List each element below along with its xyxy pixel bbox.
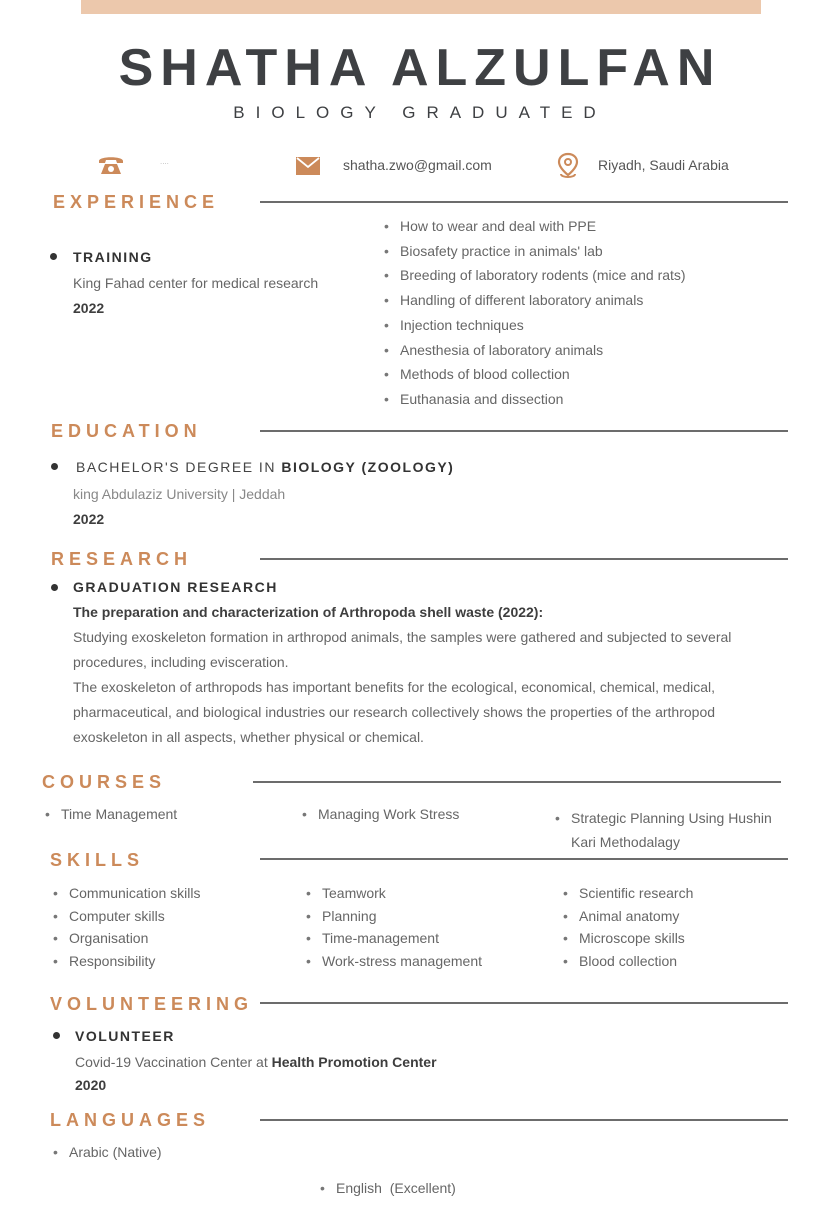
person-name: SHATHA ALZULFAN — [118, 39, 722, 97]
skill-item: • Work-stress management — [306, 950, 482, 973]
skill-item: • Planning — [306, 905, 482, 928]
education-heading: EDUCATION — [51, 421, 202, 441]
courses-divider — [253, 781, 781, 783]
skill-item: • Responsibility — [53, 950, 200, 973]
skill-item: • Scientific research — [563, 882, 693, 905]
volunteer-title: VOLUNTEER — [75, 1028, 175, 1044]
list-item: • Euthanasia and dissection — [384, 387, 686, 412]
skills-list-1 — [53, 882, 200, 973]
skill-item: • Computer skills — [53, 905, 200, 928]
research-title: GRADUATION RESEARCH — [73, 579, 278, 595]
list-item: • How to wear and deal with PPE — [384, 214, 686, 239]
training-year: 2022 — [73, 300, 105, 316]
languages-heading: LANGUAGES — [50, 1110, 211, 1130]
top-accent-bar — [81, 0, 761, 14]
skills-divider — [260, 858, 788, 860]
research-paragraph-2: The exoskeleton of arthropods has important benefits for the ecological, economical, chemical, medical, pharmaceutical, and biological industries our research collectively shows the properties of the arthropod exoskeleton in all aspects, whether physical or chemical. — [73, 679, 716, 745]
job-title: BIOLOGY GRADUATED — [233, 103, 607, 122]
volunteer-place — [75, 1054, 437, 1070]
research-paper-title: The preparation and characterization of Arthropoda shell waste (2022): — [73, 604, 544, 620]
degree-title — [76, 459, 454, 475]
course-item: • Strategic Planning Using Hushin Kari Methodalagy — [555, 806, 795, 854]
research-heading: RESEARCH — [51, 549, 193, 569]
phone-number: .... — [160, 157, 169, 166]
list-item: • Biosafety practice in animals' lab — [384, 239, 686, 264]
location: Riyadh, Saudi Arabia — [598, 157, 729, 173]
course-item: • Managing Work Stress — [302, 806, 459, 822]
courses-list-1 — [45, 806, 177, 822]
skill-item: • Organisation — [53, 927, 200, 950]
languages-divider — [260, 1119, 788, 1121]
location-pin-icon — [556, 152, 580, 180]
courses-list-3 — [555, 806, 795, 854]
phone-icon — [96, 152, 126, 178]
list-item: • Injection techniques — [384, 313, 686, 338]
skill-item: • Microscope skills — [563, 927, 693, 950]
skill-item: • Communication skills — [53, 882, 200, 905]
skills-heading: SKILLS — [50, 850, 145, 870]
training-organization: King Fahad center for medical research — [73, 275, 319, 291]
entry-bullet — [51, 463, 58, 470]
entry-bullet — [50, 253, 57, 260]
experience-divider — [260, 201, 788, 203]
volunteering-divider — [260, 1002, 788, 1004]
degree-prefix: BACHELOR'S DEGREE IN — [76, 459, 282, 475]
skill-item: • Blood collection — [563, 950, 693, 973]
research-paragraph-1: Studying exoskeleton formation in arthropod animals, the samples were gathered and subjected to several procedures, including evisceration. — [73, 629, 732, 670]
skill-item: • Teamwork — [306, 882, 482, 905]
course-item: • Time Management — [45, 806, 177, 822]
training-title: TRAINING — [73, 249, 153, 265]
volunteer-year: 2020 — [75, 1077, 107, 1093]
list-item: • Methods of blood collection — [384, 362, 686, 387]
volunteer-place-prefix: Covid-19 Vaccination Center at — [75, 1054, 272, 1070]
languages-list-2 — [320, 1144, 456, 1214]
experience-heading: EXPERIENCE — [53, 192, 220, 212]
skill-item: • Time-management — [306, 927, 482, 950]
research-divider — [260, 558, 788, 560]
training-topics-list — [384, 214, 686, 412]
research-description — [73, 600, 763, 750]
languages-list-1 — [53, 1144, 162, 1160]
skills-list-3 — [563, 882, 693, 973]
volunteering-heading: VOLUNTEERING — [50, 994, 254, 1014]
skills-list-2 — [306, 882, 482, 973]
language-item: • Arabic (Native) — [53, 1144, 162, 1160]
degree-field: BIOLOGY (ZOOLOGY) — [281, 459, 455, 475]
email-address[interactable]: shatha.zwo@gmail.com — [343, 157, 492, 173]
entry-bullet — [53, 1032, 60, 1039]
language-item: • English (Excellent) — [320, 1180, 456, 1196]
university: king Abdulaziz University | Jeddah — [73, 486, 286, 502]
volunteer-place-name: Health Promotion Center — [271, 1054, 437, 1070]
list-item: • Breeding of laboratory rodents (mice and rats) — [384, 263, 686, 288]
courses-heading: COURSES — [42, 772, 167, 792]
skill-item: • Animal anatomy — [563, 905, 693, 928]
education-year: 2022 — [73, 511, 105, 527]
entry-bullet — [51, 584, 58, 591]
education-divider — [260, 430, 788, 432]
courses-list-2 — [302, 806, 459, 822]
list-item: • Handling of different laboratory animals — [384, 288, 686, 313]
list-item: • Anesthesia of laboratory animals — [384, 338, 686, 363]
envelope-icon — [296, 157, 320, 175]
